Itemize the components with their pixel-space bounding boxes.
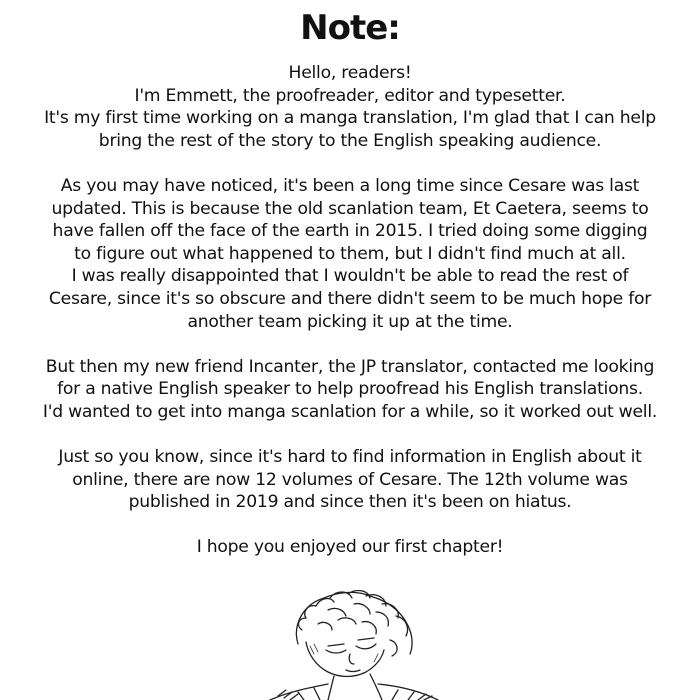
text-line: I was really disappointed that I wouldn't be able to read the rest of — [71, 266, 629, 287]
text-line: Just so you know, since it's hard to find information in English about it — [58, 447, 642, 468]
text-line: to figure out what happened to them, but I didn't find much at all. — [74, 243, 626, 264]
text-line: published in 2019 and since then it's been on hiatus. — [128, 492, 572, 513]
text-line: bring the rest of the story to the English speaking audience. — [98, 130, 602, 151]
page-title: Note: — [300, 8, 400, 48]
note-body — [10, 62, 690, 582]
paragraph-volumes — [10, 446, 690, 514]
text-line: Cesare, since it's so obscure and there didn't seem to be much hope for — [48, 288, 652, 309]
text-line: online, there are now 12 volumes of Cesare. The 12th volume was — [72, 469, 628, 490]
manga-character-illustration — [258, 584, 448, 700]
paragraph-greeting — [10, 62, 690, 152]
text-line: for a native English speaker to help proofread his English translations. — [57, 379, 643, 400]
paragraph-translator — [10, 356, 690, 424]
text-line: have fallen off the face of the earth in 2015. I tried doing some digging — [52, 221, 648, 242]
text-line: But then my new friend Incanter, the JP translator, contacted me looking — [45, 356, 655, 377]
text-line: It's my first time working on a manga translation, I'm glad that I can help — [44, 108, 656, 129]
text-line: updated. This is because the old scanlation team, Et Caetera, seems to — [51, 198, 649, 219]
text-line: Hello, readers! — [288, 63, 412, 83]
text-line: I'm Emmett, the proofreader, editor and typesetter. — [134, 85, 566, 106]
text-line: I hope you enjoyed our first chapter! — [196, 537, 504, 558]
text-line: another team picking it up at the time. — [187, 311, 513, 332]
paragraph-background — [10, 175, 690, 333]
paragraph-closing — [10, 536, 690, 559]
text-line: I'd wanted to get into manga scanlation for a while, so it worked out well. — [42, 401, 658, 422]
text-line: As you may have noticed, it's been a long time since Cesare was last — [60, 175, 640, 196]
